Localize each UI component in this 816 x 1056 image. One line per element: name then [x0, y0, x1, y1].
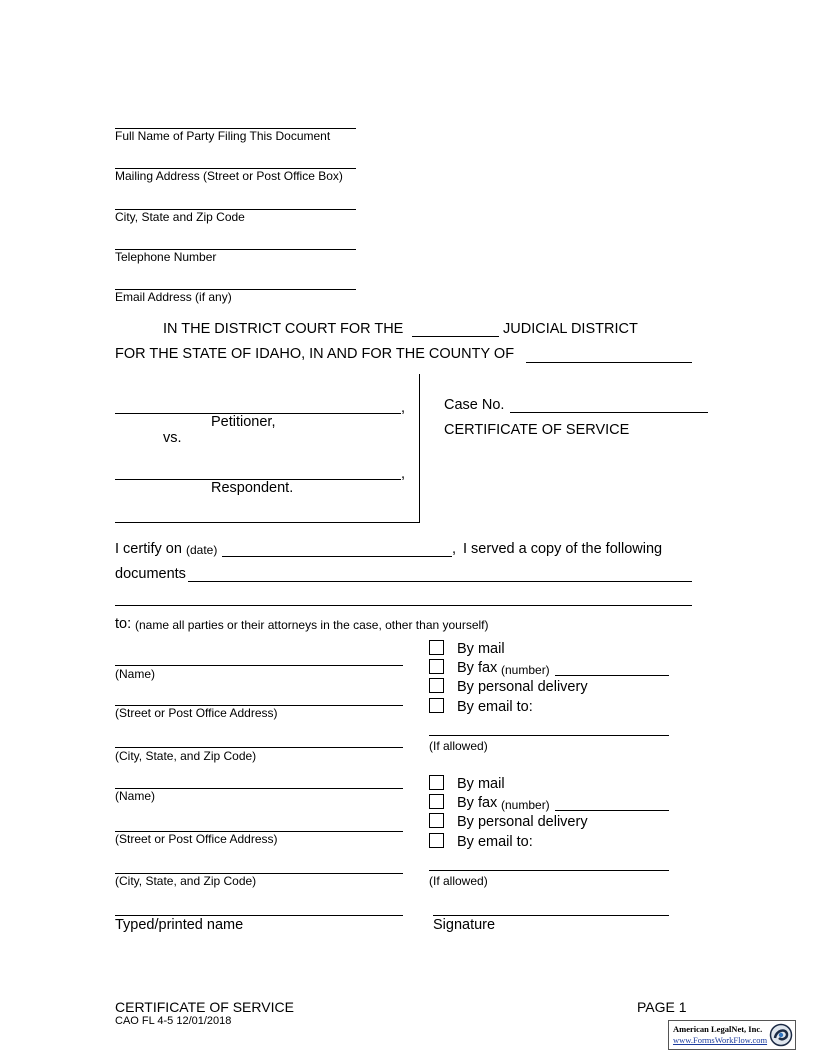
- case-no-line[interactable]: [510, 412, 708, 413]
- recipient1-name-line[interactable]: [115, 665, 403, 666]
- judicial-district-line[interactable]: [412, 336, 499, 337]
- signature-line[interactable]: [433, 915, 669, 916]
- recipient1-street-label: (Street or Post Office Address): [115, 706, 278, 720]
- recipient2-city-label: (City, State, and Zip Code): [115, 874, 257, 888]
- documents-line-1[interactable]: [188, 581, 692, 582]
- email-label: Email Address (if any): [115, 290, 232, 304]
- mailing-address-label: Mailing Address (Street or Post Office Box): [115, 169, 343, 183]
- county-line[interactable]: [526, 362, 692, 363]
- recipient1-city-line[interactable]: [115, 747, 403, 748]
- certify-on-label: I certify on: [115, 541, 182, 557]
- document-title: CERTIFICATE OF SERVICE: [444, 422, 630, 438]
- footer-form-code: CAO FL 4-5 12/01/2018: [115, 1015, 232, 1027]
- recipient2-if-allowed: (If allowed): [429, 874, 488, 888]
- footer-title: CERTIFICATE OF SERVICE: [115, 999, 294, 1015]
- documents-label: documents: [115, 566, 186, 582]
- recipient1-mail-label: By mail: [457, 641, 505, 657]
- caption-bottom-line: [115, 522, 420, 523]
- recipient1-if-allowed: (If allowed): [429, 739, 488, 753]
- typed-name-label: Typed/printed name: [115, 917, 244, 933]
- court-line1-a: IN THE DISTRICT COURT FOR THE: [163, 321, 404, 337]
- vs-label: vs.: [163, 430, 182, 446]
- court-line1-b: JUDICIAL DISTRICT: [503, 321, 638, 337]
- recipient1-email-label: By email to:: [457, 699, 533, 715]
- recipient1-name-label: (Name): [115, 667, 156, 681]
- recipient1-mail-checkbox[interactable]: [429, 640, 444, 655]
- typed-name-line[interactable]: [115, 915, 403, 916]
- recipient2-fax-checkbox[interactable]: [429, 794, 444, 809]
- recipient2-personal-label: By personal delivery: [457, 814, 588, 830]
- signature-label: Signature: [433, 917, 496, 933]
- city-state-zip-label: City, State and Zip Code: [115, 210, 245, 224]
- served-label: I served a copy of the following: [463, 541, 663, 557]
- respondent-comma: ,: [401, 466, 406, 482]
- recipient1-email-line[interactable]: [429, 735, 669, 736]
- date-line[interactable]: [222, 556, 452, 557]
- recipient2-email-line[interactable]: [429, 870, 669, 871]
- telephone-label: Telephone Number: [115, 250, 217, 264]
- full-name-label: Full Name of Party Filing This Document: [115, 129, 331, 143]
- to-note: (name all parties or their attorneys in the case, other than yourself): [135, 618, 489, 632]
- case-no-label: Case No.: [444, 397, 505, 413]
- recipient1-fax-number-line[interactable]: [555, 675, 669, 676]
- recipient2-email-checkbox[interactable]: [429, 833, 444, 848]
- logo-company-name: American LegalNet, Inc.: [673, 1024, 763, 1034]
- recipient2-fax-number-line[interactable]: [555, 810, 669, 811]
- recipient1-personal-label: By personal delivery: [457, 679, 588, 695]
- logo-website: www.FormsWorkFlow.com: [673, 1035, 768, 1045]
- recipient1-email-checkbox[interactable]: [429, 698, 444, 713]
- recipient2-name-line[interactable]: [115, 788, 403, 789]
- recipient1-fax-checkbox[interactable]: [429, 659, 444, 674]
- recipient2-street-label: (Street or Post Office Address): [115, 832, 278, 846]
- date-label: (date): [186, 543, 218, 557]
- documents-line-2[interactable]: [115, 605, 692, 606]
- recipient2-name-label: (Name): [115, 789, 156, 803]
- petitioner-label: Petitioner,: [211, 414, 276, 430]
- recipient2-mail-checkbox[interactable]: [429, 775, 444, 790]
- petitioner-comma: ,: [401, 400, 406, 416]
- footer-page-number: PAGE 1: [637, 999, 687, 1015]
- recipient1-fax-number-label: (number): [501, 663, 550, 677]
- recipient2-mail-label: By mail: [457, 776, 505, 792]
- recipient2-email-label: By email to:: [457, 834, 533, 850]
- recipient1-city-label: (City, State, and Zip Code): [115, 749, 257, 763]
- logo-swirl-icon: [769, 1023, 793, 1047]
- respondent-label: Respondent.: [211, 480, 294, 496]
- date-comma: ,: [452, 541, 457, 557]
- court-line2: FOR THE STATE OF IDAHO, IN AND FOR THE COUNTY OF: [115, 346, 515, 362]
- recipient1-fax-label: By fax: [457, 660, 498, 676]
- recipient2-personal-checkbox[interactable]: [429, 813, 444, 828]
- american-legalnet-logo: [668, 1020, 796, 1050]
- recipient1-personal-checkbox[interactable]: [429, 678, 444, 693]
- recipient2-fax-label: By fax: [457, 795, 498, 811]
- caption-divider: [419, 374, 420, 523]
- recipient2-fax-number-label: (number): [501, 798, 550, 812]
- to-label: to:: [115, 616, 132, 632]
